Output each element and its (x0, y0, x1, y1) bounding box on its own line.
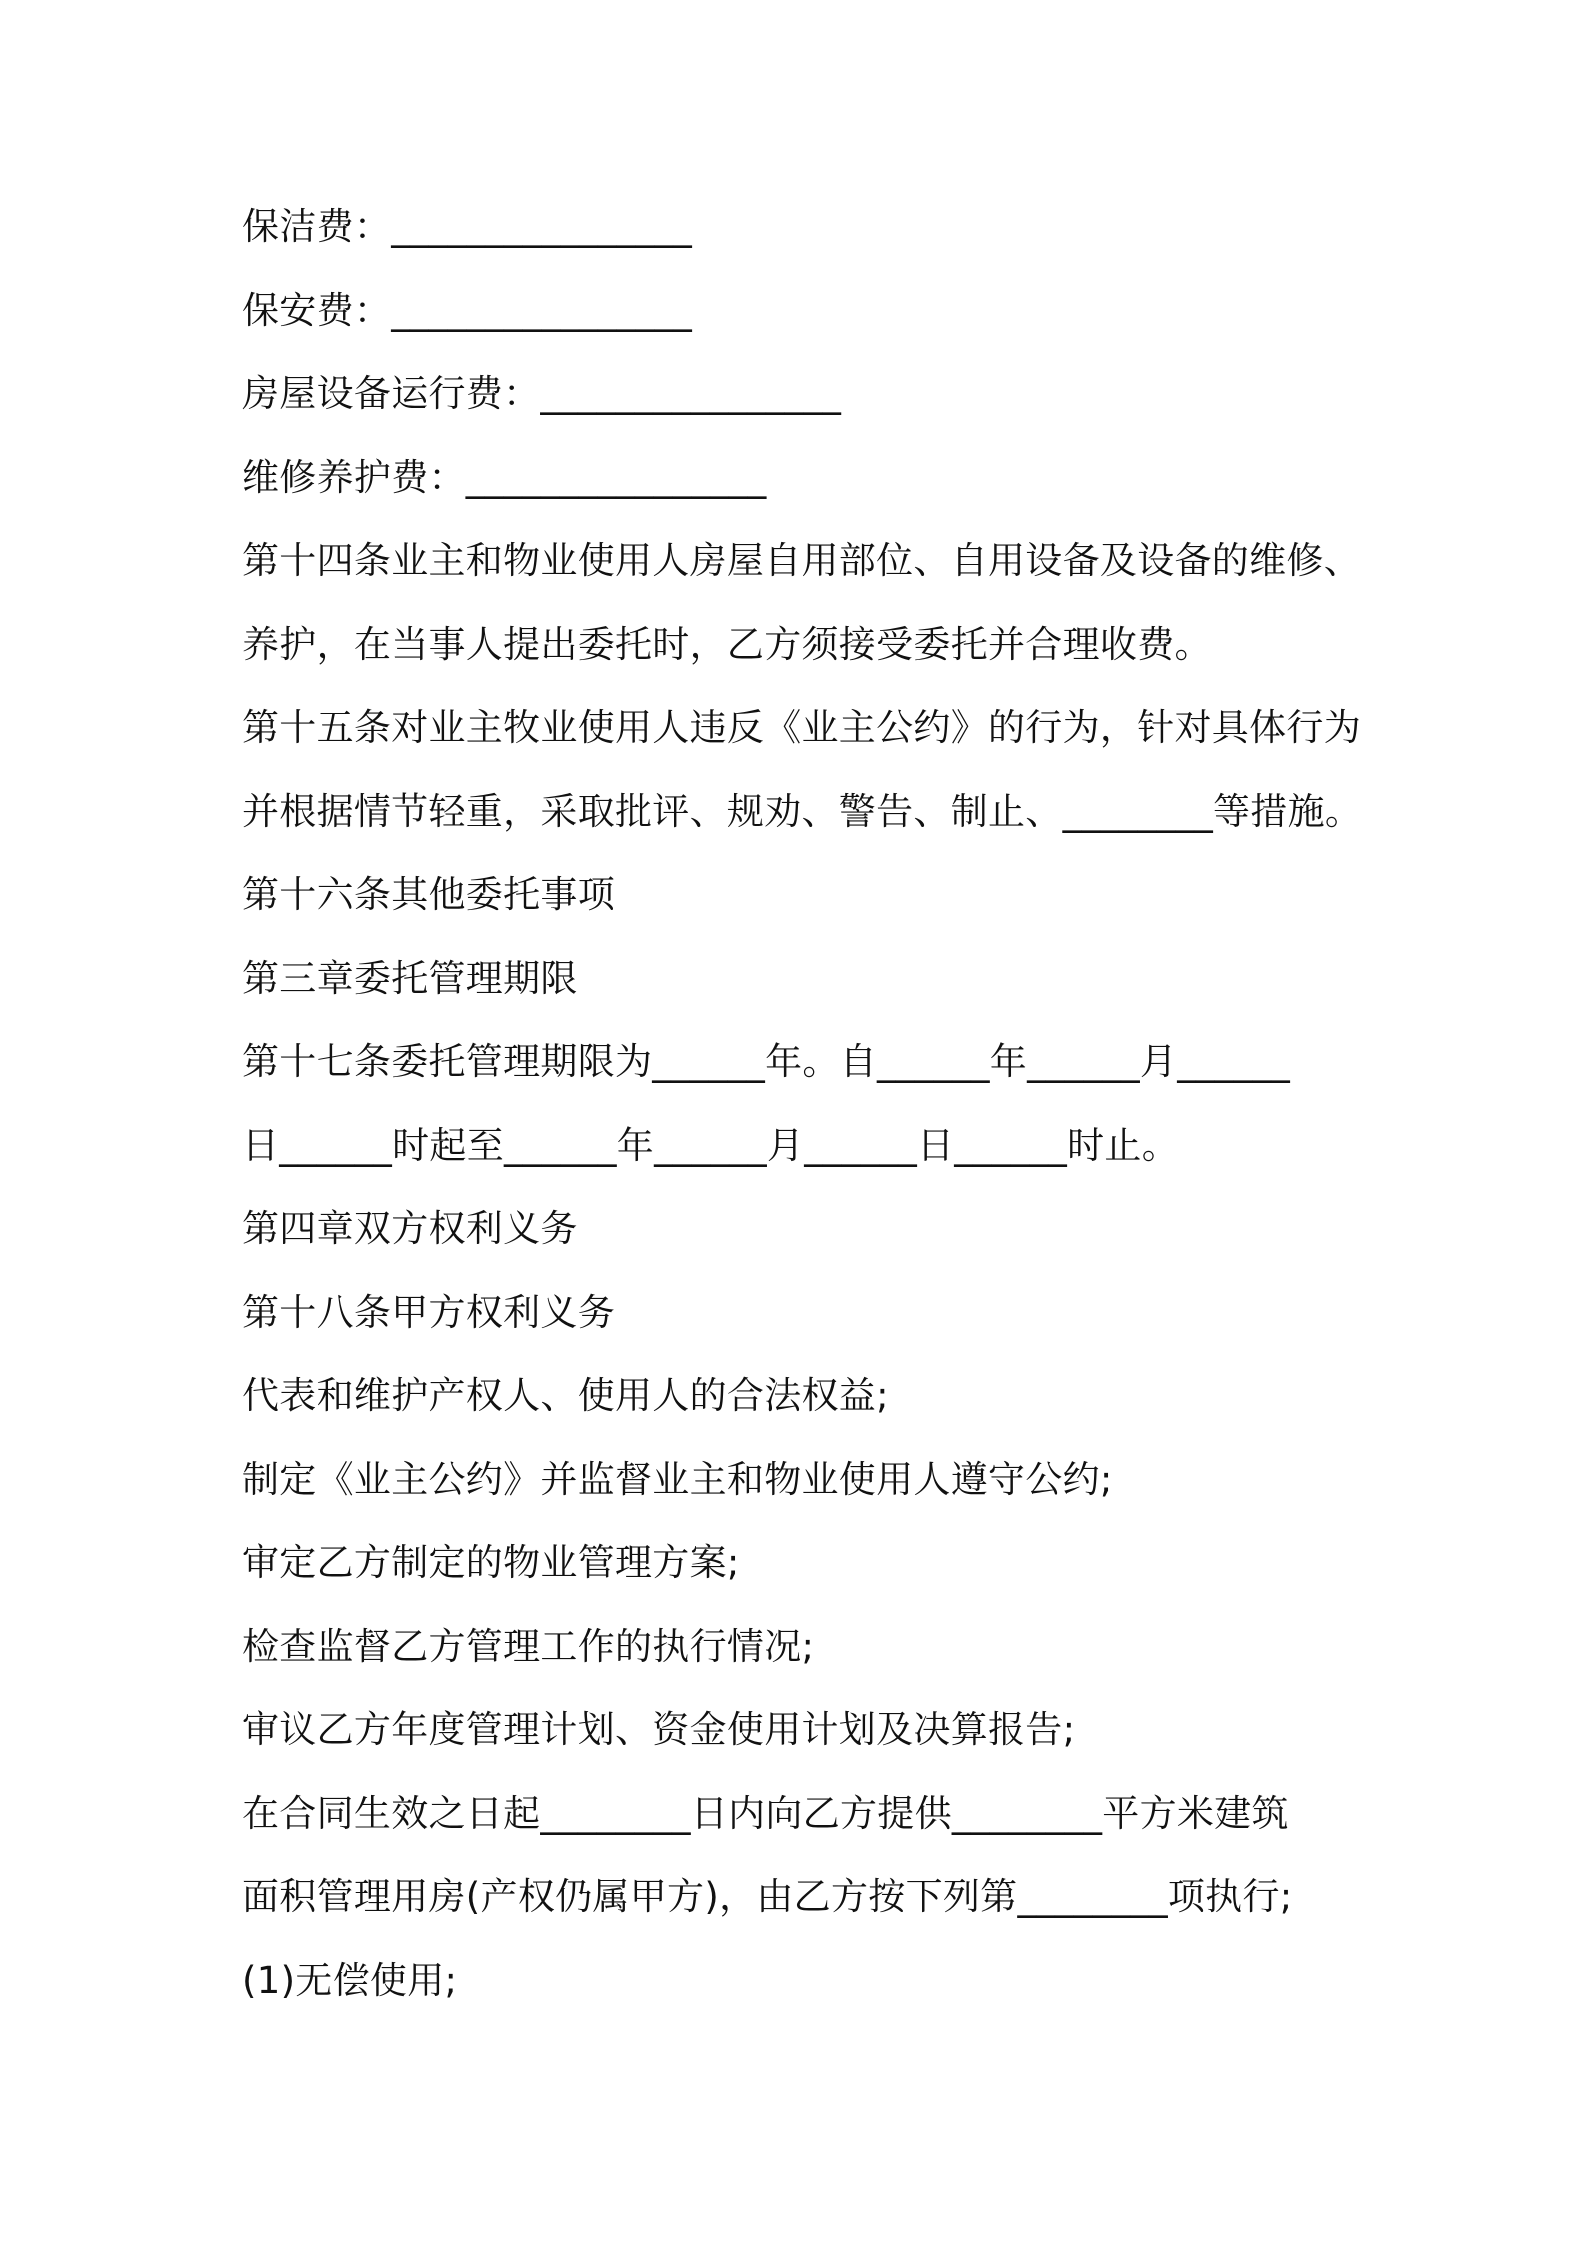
article-17-line-1: 第十七条委托管理期限为______年。自______年______月______ (242, 1040, 1290, 1083)
article-15-line-2: 并根据情节轻重，采取批评、规劝、警告、制止、________等措施。 (242, 789, 1363, 833)
chapter-3-heading: 第三章委托管理期限 (242, 956, 578, 1000)
party-a-duty-5: 审议乙方年度管理计划、资金使用计划及决算报告; (242, 1708, 1076, 1751)
cleaning-fee-line: 保洁费：________________ (242, 205, 692, 248)
article-16-heading: 第十六条其他委托事项 (242, 873, 615, 916)
option-1-free-use: (1)无偿使用; (242, 1958, 458, 2002)
party-a-duty-6-line-1: 在合同生效之日起________日内向乙方提供________平方米建筑 (242, 1791, 1289, 1835)
party-a-duty-2: 制定《业主公约》并监督业主和物业使用人遵守公约; (242, 1457, 1113, 1501)
article-18-heading: 第十八条甲方权利义务 (242, 1290, 615, 1334)
party-a-duty-4: 检查监督乙方管理工作的执行情况; (242, 1624, 815, 1668)
article-17-line-2: 日______时起至______年______月______日______时止。 (242, 1123, 1179, 1167)
party-a-duty-3: 审定乙方制定的物业管理方案; (242, 1541, 740, 1584)
security-fee-line: 保安费：________________ (242, 288, 692, 332)
equipment-operation-fee-line: 房屋设备运行费：________________ (242, 372, 842, 415)
article-15-line-1: 第十五条对业主牧业使用人违反《业主公约》的行为，针对具体行为 (242, 706, 1361, 749)
article-14-line-1: 第十四条业主和物业使用人房屋自用部位、自用设备及设备的维修、 (242, 539, 1361, 582)
article-14-line-2: 养护，在当事人提出委托时，乙方须接受委托并合理收费。 (242, 622, 1212, 666)
party-a-duty-6-line-2: 面积管理用房(产权仍属甲方)，由乙方按下列第________项执行; (242, 1875, 1293, 1918)
chapter-4-heading: 第四章双方权利义务 (242, 1207, 578, 1250)
party-a-duty-1: 代表和维护产权人、使用人的合法权益; (242, 1374, 889, 1417)
document-body (242, 200, 1402, 2037)
maintenance-fee-line: 维修养护费：________________ (242, 455, 767, 499)
